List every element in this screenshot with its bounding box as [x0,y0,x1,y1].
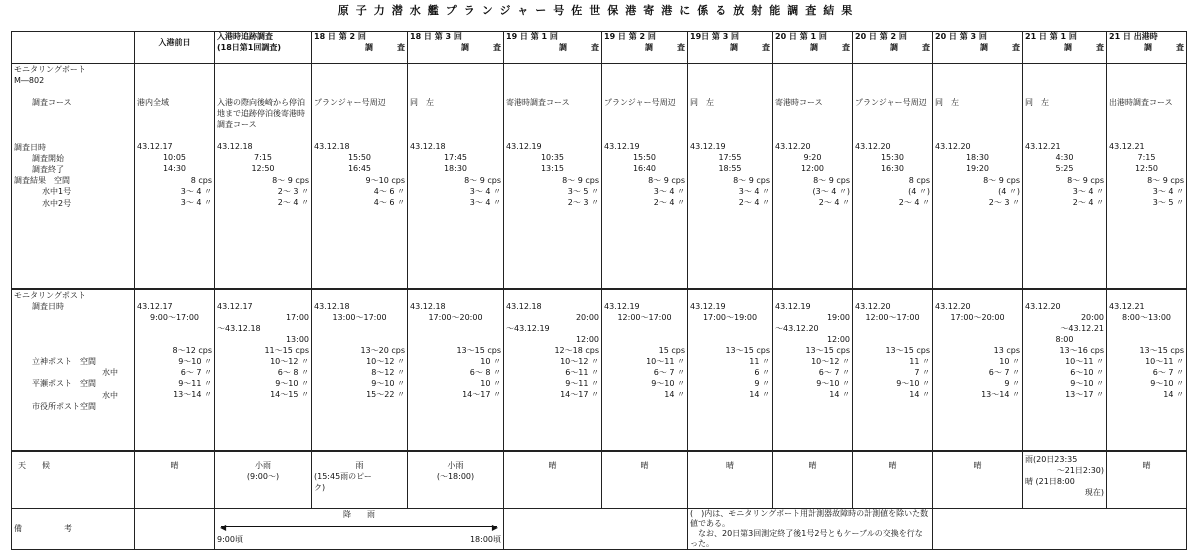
post-col: 43.12.18 20:00 ～43.12.19 12:00 12～18 cps 10～12 〃 6～11 〃 9～11 〃 14～17 〃 [504,289,602,451]
post-col: 43.12.20 20:00 ～43.12.21 8:00 13～16 cps 10～11 〃 6～10 〃 9～10 〃 13～17 〃 [1023,289,1107,451]
remarks-empty [504,509,688,550]
column-header: 19 日 第 2 回 調 査 [602,32,688,64]
rain-arrow [221,520,497,534]
remarks-empty [933,509,1187,550]
document-title: 原子力潜水艦プランジャー号佐世保港寄港に係る放射能調査結果 [337,4,860,17]
weather-cell: 雨(20日23:35 ～21日2:30) 晴 (21日8:00 現在) [1023,451,1107,509]
boat-col: 港内全域 43.12.17 10:05 14:30 8 cps 3～ 4 〃 3～ 4 〃 [135,64,215,289]
post-col: 43.12.18 17:00～20:00 13～15 cps 10 〃 6～ 8 〃 10 〃 14～17 〃 [408,289,504,451]
weather-cell: 晴 [602,451,688,509]
boat-col: プランジャー号周辺 43.12.18 15:50 16:45 9～10 cps 4～ 6 〃 4～ 6 〃 [312,64,408,289]
boat-col: 寄港時調査コース 43.12.19 10:35 13:15 8～ 9 cps 3～ 5 〃 2～ 3 〃 [504,64,602,289]
boat-col: 出港時調査コース 43.12.21 7:15 12:50 8～ 9 cps 3～ 4 〃 3～ 5 〃 [1107,64,1187,289]
column-header: 入港前日 [135,32,215,64]
post-col: 43.12.19 12:00～17:00 15 cps 10～11 〃 6～ 7 〃 9～10 〃 14 〃 [602,289,688,451]
weather-cell: 雨 (15:45雨のピー ク) [312,451,408,509]
post-col: 43.12.19 19:00 ～43.12.20 12:00 13～15 cps 10～12 〃 6～ 7 〃 9～10 〃 14 〃 [773,289,853,451]
column-header: 入港時追跡調査 (18日第1回調査) [215,32,312,64]
post-col: 43.12.21 8:00～13:00 13～15 cps 10～11 〃 6～ 7 〃 9～10 〃 14 〃 [1107,289,1187,451]
corner-cell [12,32,135,64]
column-header: 21 日 第 1 回 調 査 [1023,32,1107,64]
column-header: 18 日 第 2 回 調 査 [312,32,408,64]
survey-table [11,31,1187,550]
arrow-right-icon: ▶ [491,523,498,533]
post-labels: モニタリングポスト 調査日時 立神ポスト 空間 水中 平瀬ポスト 空間 水中 市役所ポスト空間 [12,289,135,451]
boat-col: 同 左 43.12.20 18:30 19:20 8～ 9 cps (4 〃) 2～ 3 〃 [933,64,1023,289]
boat-labels: モニタリングボート M―802 調査コース 調査日時 調査開始 調査終了 調査結果 空間 水中1号 水中2号 [12,64,135,289]
arrow-left-icon: ◀ [220,523,227,533]
boat-section [12,64,1187,289]
post-col: 43.12.17 17:00 ～43.12.18 13:00 11～15 cps 10～12 〃 6～ 8 〃 9～10 〃 14～15 〃 [215,289,312,451]
weather-cell: 小雨 (～18:00) [408,451,504,509]
boat-col: プランジャー号周辺 43.12.20 15:30 16:30 8 cps (4 〃) 2～ 4 〃 [853,64,933,289]
post-col: 43.12.20 12:00～17:00 13～15 cps 11 〃 7 〃 9～10 〃 14 〃 [853,289,933,451]
rain-period: 降 雨 ◀ ▶ 9:00頃 18:00頃 [215,509,504,550]
post-section [12,289,1187,451]
column-header: 19日 第 3 回 調 査 [688,32,773,64]
weather-cell: 晴 [933,451,1023,509]
remarks-empty [135,509,215,550]
remarks-note: ( )内は、モニタリングボート用計測器故障時の計測値を除いた数値である。 なお、20日第3回測定終了後1号2号ともケーブルの交換を行なった。 [688,509,933,550]
column-header: 20 日 第 3 回 調 査 [933,32,1023,64]
column-header: 20 日 第 1 回 調 査 [773,32,853,64]
boat-col: 同 左 43.12.19 17:55 18:55 8～ 9 cps 3～ 4 〃 2～ 4 〃 [688,64,773,289]
boat-col: 同 左 43.12.18 17:45 18:30 8～ 9 cps 3～ 4 〃 3～ 4 〃 [408,64,504,289]
boat-col: 寄港時コース 43.12.20 9:20 12:00 8～ 9 cps (3～ 4 〃) 2～ 4 〃 [773,64,853,289]
post-col: 43.12.18 13:00～17:00 13～20 cps 10～12 〃 8～12 〃 9～10 〃 15～22 〃 [312,289,408,451]
weather-label: 天 候 [12,451,135,509]
weather-cell: 晴 [1107,451,1187,509]
weather-row [12,451,1187,509]
weather-cell: 晴 [773,451,853,509]
weather-cell: 晴 [135,451,215,509]
boat-col: 同 左 43.12.21 4:30 5:25 8～ 9 cps 3～ 4 〃 2～ 4 〃 [1023,64,1107,289]
post-col: 43.12.20 17:00～20:00 13 cps 10 〃 6～ 7 〃 9 〃 13～14 〃 [933,289,1023,451]
remarks-row [12,509,1187,550]
column-header: 18 日 第 3 回 調 査 [408,32,504,64]
column-header: 19 日 第 1 回 調 査 [504,32,602,64]
header-row [12,32,1187,64]
boat-col: プランジャー号周辺 43.12.19 15:50 16:40 8～ 9 cps 3～ 4 〃 2～ 4 〃 [602,64,688,289]
remarks-label: 備 考 [12,509,135,550]
weather-cell: 小雨 (9:00～) [215,451,312,509]
post-col: 43.12.17 9:00～17:00 8～12 cps 9～10 〃 6～ 7 〃 9～11 〃 13～14 〃 [135,289,215,451]
boat-col: 入港の際向後崎から停泊地まで追跡停泊後寄港時調査コース 43.12.18 7:15 12:50 8～ 9 cps 2～ 3 〃 2～ 4 〃 [215,64,312,289]
weather-cell: 晴 [853,451,933,509]
column-header: 20 日 第 2 回 調 査 [853,32,933,64]
weather-cell: 晴 [688,451,773,509]
post-col: 43.12.19 17:00～19:00 13～15 cps 11 〃 6 〃 9 〃 14 〃 [688,289,773,451]
weather-cell: 晴 [504,451,602,509]
column-header: 21 日 出港時 調 査 [1107,32,1187,64]
